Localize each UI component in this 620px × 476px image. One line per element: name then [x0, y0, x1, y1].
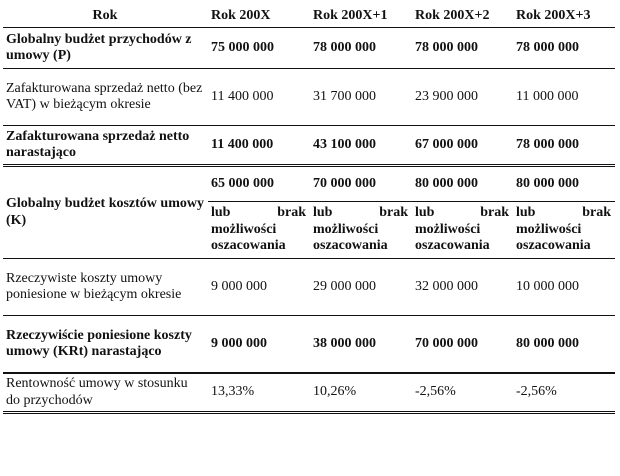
contract-budget-table — [3, 6, 615, 414]
row-label-costs-current: Rzeczywiste koszty umowy poniesione w bieżącym okresie — [3, 259, 208, 316]
row-label-invoiced-current: Zafakturowana sprzedaż netto (bez VAT) w bieżącym okresie — [3, 69, 208, 126]
cell-revenue-budget-2: 78 000 000 — [310, 28, 412, 69]
table-row-costs-current — [3, 259, 615, 316]
cell-cost-alt-3 — [412, 202, 513, 259]
alt-word-lub: lub — [516, 205, 536, 221]
cell-invoiced-current-1: 11 400 000 — [208, 69, 310, 126]
cell-revenue-budget-4: 78 000 000 — [513, 28, 615, 69]
alt-word-mozliwosci: możliwości — [313, 221, 379, 237]
alt-word-lub: lub — [415, 205, 435, 221]
cell-invoiced-cumulative-4: 78 000 000 — [513, 126, 615, 166]
alt-word-brak: brak — [277, 205, 306, 221]
table-row-cost-budget — [3, 166, 615, 202]
table-row-invoiced-cumulative — [3, 126, 615, 166]
cell-invoiced-current-4: 11 000 000 — [513, 69, 615, 126]
table-row-costs-cumulative — [3, 316, 615, 374]
alt-word-brak: brak — [480, 205, 509, 221]
alt-word-mozliwosci: możliwości — [211, 221, 277, 237]
alt-word-oszacowania: oszacowania — [516, 238, 591, 254]
cell-profitability-1: 13,33% — [208, 373, 310, 413]
alt-word-oszacowania: oszacowania — [415, 238, 490, 254]
row-label-profitability: Rentowność umowy w stosunku do przychodów — [3, 373, 208, 413]
alt-word-mozliwosci: możliwości — [415, 221, 481, 237]
header-year-3: Rok 200X+2 — [415, 8, 490, 24]
cell-revenue-budget-1: 75 000 000 — [208, 28, 310, 69]
header-year-2: Rok 200X+1 — [313, 8, 388, 24]
cell-invoiced-cumulative-1: 11 400 000 — [208, 126, 310, 166]
cell-cost-budget-4: 80 000 000 — [513, 166, 615, 202]
cell-invoiced-current-3: 23 900 000 — [412, 69, 513, 126]
cell-cost-budget-1: 65 000 000 — [208, 166, 310, 202]
row-label-invoiced-cumulative: Zafakturowana sprzedaż netto narastająco — [3, 126, 208, 166]
header-year-4: Rok 200X+3 — [516, 8, 591, 24]
alt-line-1 — [313, 205, 408, 222]
header-year-1: Rok 200X — [211, 8, 271, 24]
cell-costs-current-1: 9 000 000 — [208, 259, 310, 316]
alt-line-1 — [516, 205, 611, 222]
alt-word-brak: brak — [379, 205, 408, 221]
alt-word-oszacowania: oszacowania — [313, 238, 388, 254]
alt-word-brak: brak — [582, 205, 611, 221]
cell-cost-alt-4 — [513, 202, 615, 259]
cell-profitability-3: -2,56% — [412, 373, 513, 413]
alt-line-1 — [211, 205, 306, 222]
row-label-cost-budget: Globalny budżet kosztów umowy (K) — [3, 166, 208, 259]
cell-costs-cumulative-1: 9 000 000 — [208, 316, 310, 374]
cell-cost-budget-3: 80 000 000 — [412, 166, 513, 202]
cell-costs-cumulative-3: 70 000 000 — [412, 316, 513, 374]
table-header-row — [3, 6, 615, 28]
row-label-revenue-budget: Globalny budżet przychodów z umowy (P) — [3, 28, 208, 69]
alt-word-oszacowania: oszacowania — [211, 238, 286, 254]
table-row-revenue-budget — [3, 28, 615, 69]
cell-cost-budget-2: 70 000 000 — [310, 166, 412, 202]
alt-word-lub: lub — [313, 205, 333, 221]
header-rok: Rok — [92, 8, 118, 24]
cell-invoiced-cumulative-3: 67 000 000 — [412, 126, 513, 166]
cell-profitability-4: -2,56% — [513, 373, 615, 413]
cell-revenue-budget-3: 78 000 000 — [412, 28, 513, 69]
cell-costs-cumulative-2: 38 000 000 — [310, 316, 412, 374]
cell-cost-alt-2 — [310, 202, 412, 259]
table-row-profitability — [3, 373, 615, 413]
table-row-invoiced-current — [3, 69, 615, 126]
cell-costs-current-4: 10 000 000 — [513, 259, 615, 316]
cell-costs-current-2: 29 000 000 — [310, 259, 412, 316]
cell-invoiced-current-2: 31 700 000 — [310, 69, 412, 126]
cell-costs-current-3: 32 000 000 — [412, 259, 513, 316]
alt-line-1 — [415, 205, 509, 222]
cell-invoiced-cumulative-2: 43 100 000 — [310, 126, 412, 166]
cell-cost-alt-1 — [208, 202, 310, 259]
row-label-costs-cumulative: Rzeczywiście poniesione koszty umowy (KRt) narastająco — [3, 316, 208, 374]
alt-word-lub: lub — [211, 205, 231, 221]
alt-word-mozliwosci: możliwości — [516, 221, 582, 237]
cell-costs-cumulative-4: 80 000 000 — [513, 316, 615, 374]
cell-profitability-2: 10,26% — [310, 373, 412, 413]
